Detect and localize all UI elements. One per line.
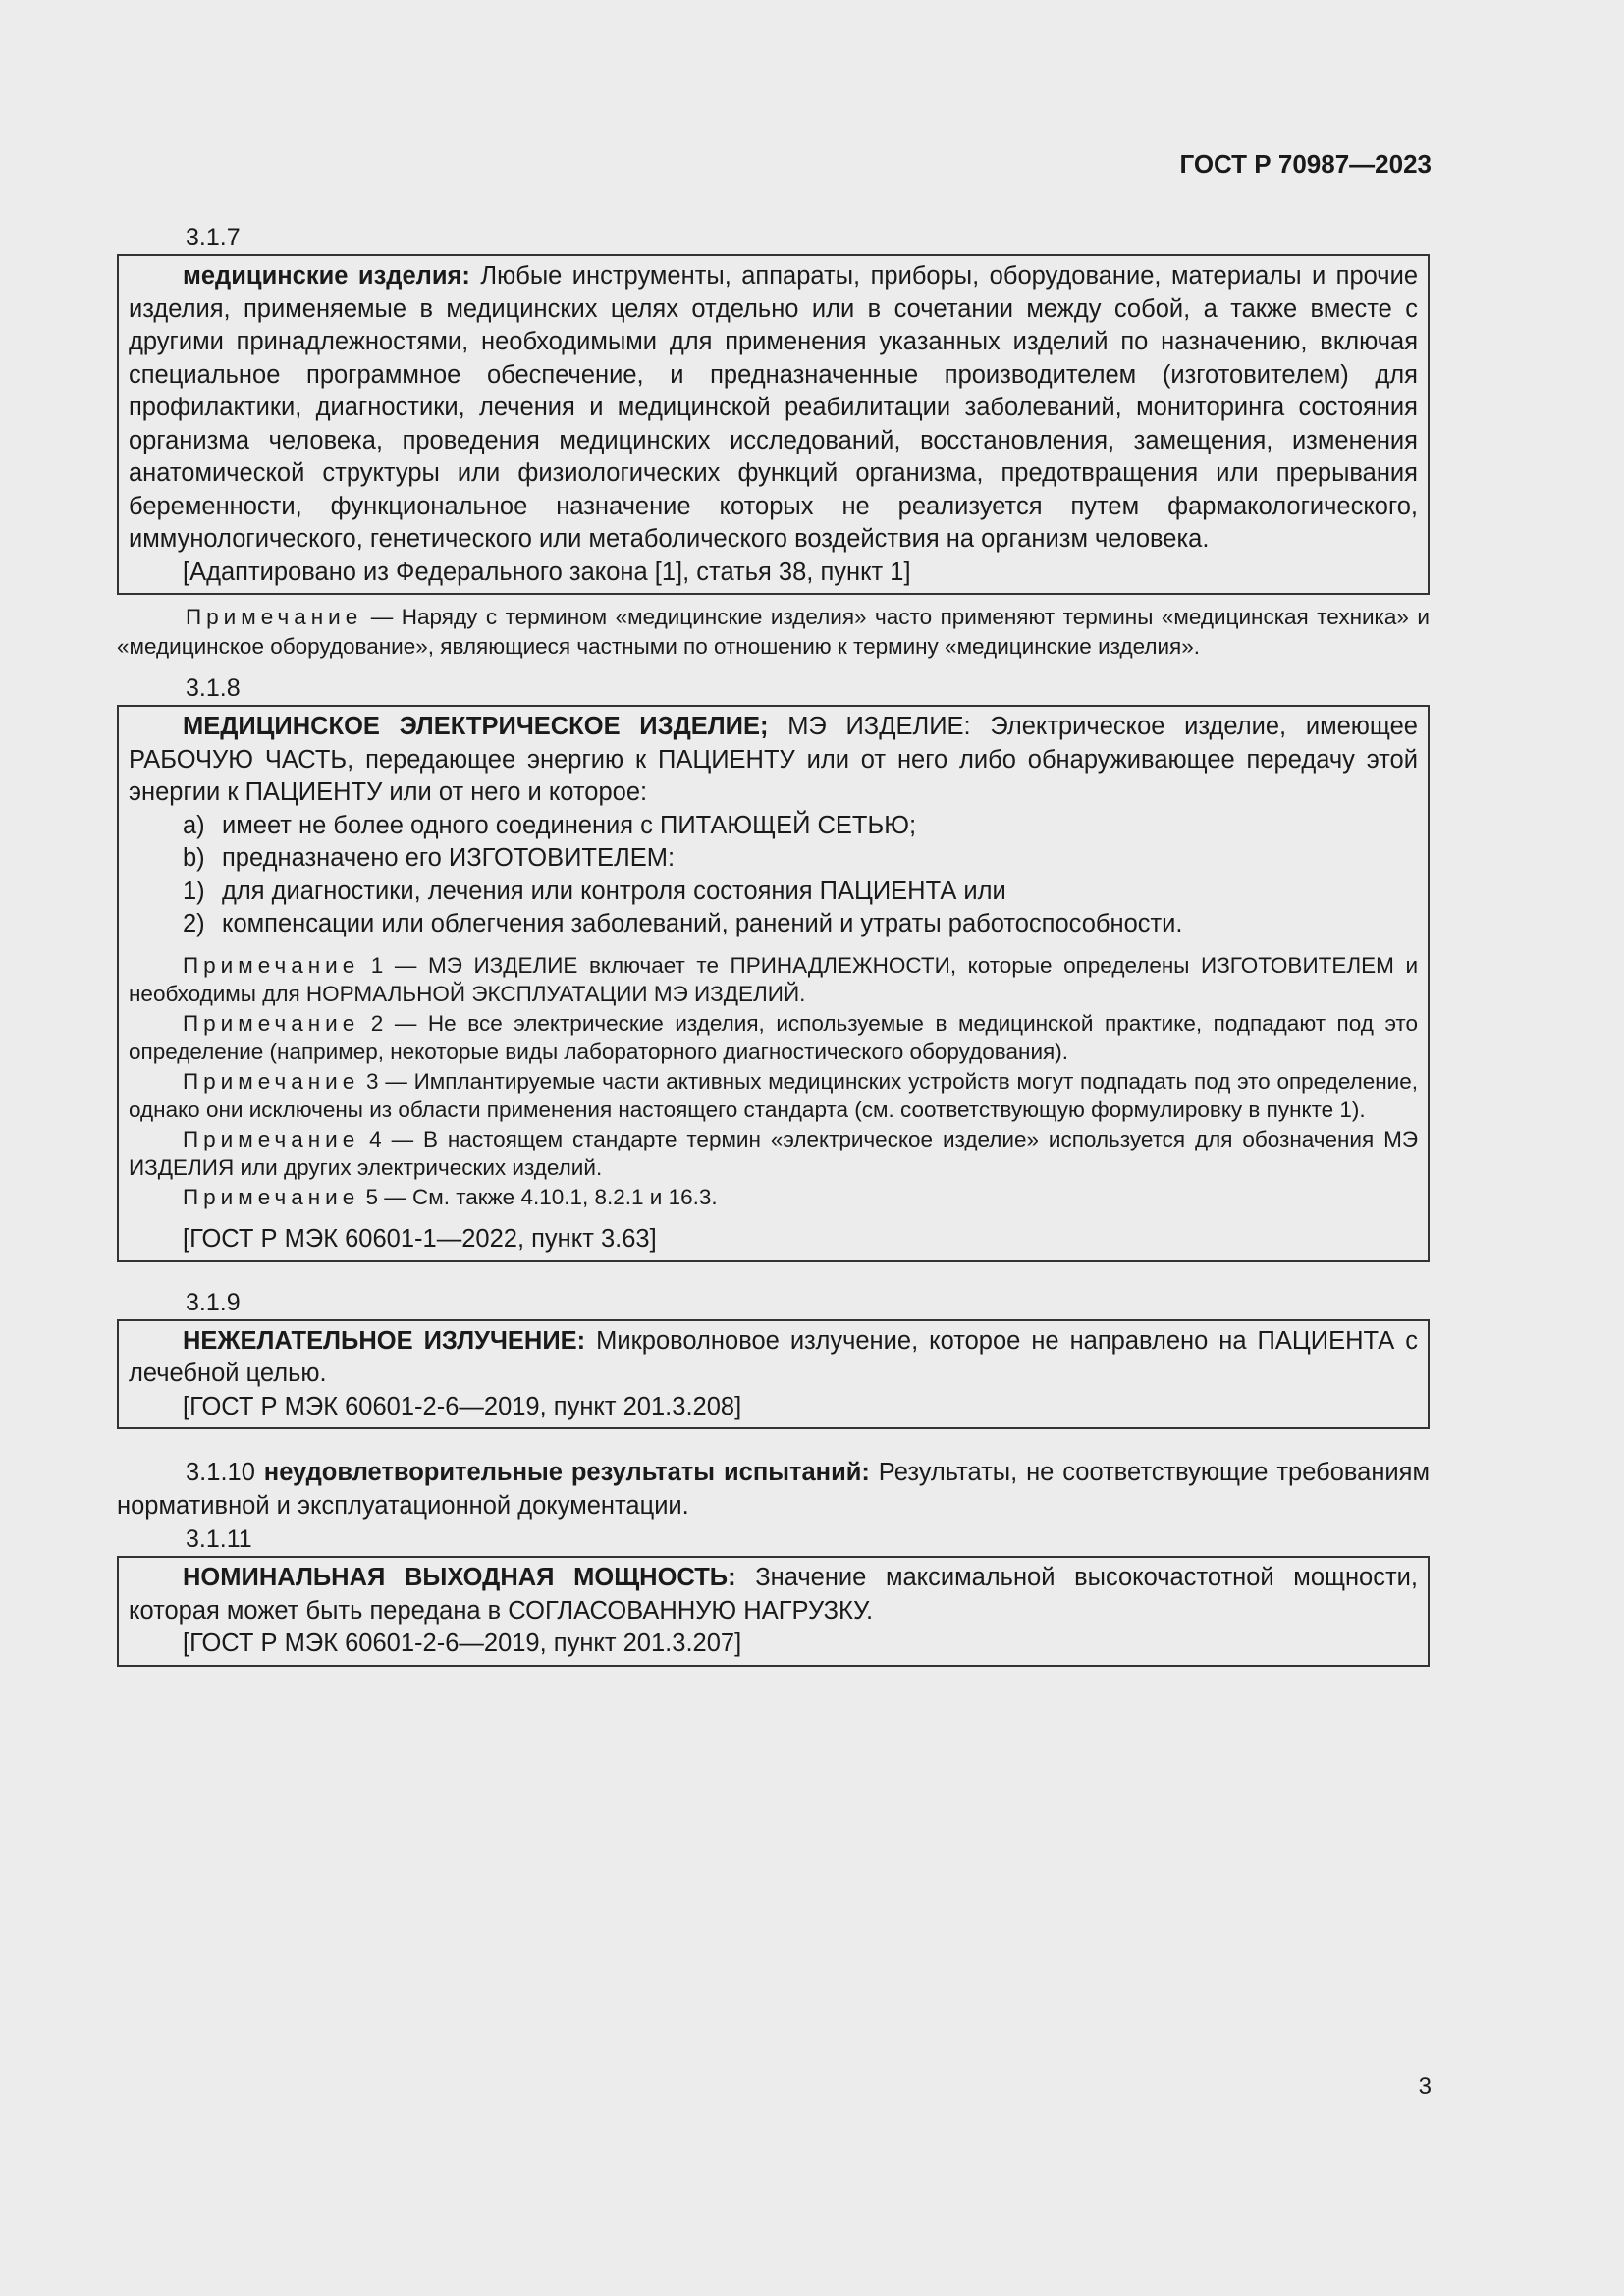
note-text: — Наряду с термином «медицинские изделия» часто применяют термины «медицинская техника» и «медицинское оборудование», являющиеся частными по отношению к термину «медицинские изделия». bbox=[117, 605, 1430, 659]
list-marker: 2) bbox=[183, 910, 205, 937]
note-5 bbox=[129, 1183, 1418, 1212]
note-number: 5 bbox=[359, 1184, 378, 1209]
note-label: Примечание bbox=[183, 1184, 360, 1209]
note-text: — Имплантируемые части активных медицинских устройств могут подпадать под это определение, однако они исключены из области применения настоящего стандарта (см. соответствующую формулировку в пункте 1). bbox=[129, 1068, 1419, 1122]
note-2 bbox=[129, 1009, 1418, 1067]
note-text: — МЭ ИЗДЕЛИЕ включает те ПРИНАДЛЕЖНОСТИ, которые определены ИЗГОТОВИТЕЛЕМ и необходимы для НОРМАЛЬНОЙ ЭКСПЛУАТАЦИИ МЭ ИЗДЕЛИЙ. bbox=[129, 952, 1419, 1006]
term-source: [ГОСТ Р МЭК 60601-2-6—2019, пункт 201.3.208] bbox=[183, 1392, 742, 1420]
term-name: НОМИНАЛЬНАЯ ВЫХОДНАЯ МОЩНОСТЬ: bbox=[183, 1564, 736, 1591]
term-source: [ГОСТ Р МЭК 60601-2-6—2019, пункт 201.3.207] bbox=[183, 1629, 742, 1657]
note-number: 3 bbox=[359, 1068, 379, 1094]
term-source: [ГОСТ Р МЭК 60601-1—2022, пункт 3.63] bbox=[183, 1225, 657, 1253]
clause-number-3-1-8: 3.1.8 bbox=[186, 674, 241, 702]
term-box-3-1-7 bbox=[117, 254, 1430, 595]
note-text: — См. также 4.10.1, 8.2.1 и 16.3. bbox=[378, 1184, 718, 1209]
term-definition bbox=[129, 260, 1418, 557]
term-box-3-1-9 bbox=[117, 1319, 1430, 1430]
document-id-header: ГОСТ Р 70987—2023 bbox=[1179, 149, 1432, 179]
note-4 bbox=[129, 1125, 1418, 1183]
term-source: [Адаптировано из Федерального закона [1], статья 38, пункт 1] bbox=[183, 558, 911, 586]
note-number: 4 bbox=[359, 1126, 382, 1151]
note-label: Примечание bbox=[183, 1010, 360, 1036]
list-marker: 1) bbox=[183, 877, 205, 905]
clause-number-3-1-9: 3.1.9 bbox=[186, 1288, 241, 1316]
note-text: — Не все электрические изделия, используемые в медицинской практике, подпадают под это определение (например, некоторые виды лабораторного диагностического оборудования). bbox=[129, 1010, 1419, 1064]
term-box-3-1-8 bbox=[117, 705, 1430, 1262]
note-label: Примечание bbox=[183, 952, 360, 978]
list-text: компенсации или облегчения заболеваний, ранений и утраты работоспособности. bbox=[222, 910, 1183, 937]
term-name: НЕЖЕЛАТЕЛЬНОЕ ИЗЛУЧЕНИЕ: bbox=[183, 1326, 586, 1355]
term-box-3-1-11 bbox=[117, 1556, 1430, 1667]
term-name: медицинские изделия: bbox=[183, 262, 470, 290]
note-label: Примечание bbox=[186, 605, 363, 629]
note-text: — В настоящем стандарте термин «электрическое изделие» используется для обозначения МЭ ИЗДЕЛИЯ или других электрических изделий. bbox=[129, 1126, 1419, 1180]
page-content bbox=[117, 221, 1430, 1667]
note-3-1-7 bbox=[117, 603, 1430, 662]
term-definition bbox=[129, 1325, 1418, 1391]
list-item bbox=[129, 842, 1418, 876]
list-item bbox=[129, 810, 1418, 843]
definition-text: Любые инструменты, аппараты, приборы, оборудование, материалы и прочие изделия, применяемые в медицинских целях отдельно или в сочетании между собой, а также вместе с другими принадлежностями, необходимыми для применения указанных изделий по назначению, включая специальное программное обеспечение, и предназначенные производителем (изготовителем) для профилактики, диагностики, лечения и медицинской реабилитации заболеваний, мониторинга состояния организма человека, проведения медицинских исследований, восстановления, замещения, изменения анатомической структуры или физиологических функций организма, предотвращения или прерывания беременности, функциональное назначение которых не реализуется путем фармакологического, иммунологического, генетического или метаболического воздействия на организм человека. bbox=[129, 262, 1418, 553]
term-definition bbox=[129, 1562, 1418, 1628]
note-number: 1 bbox=[359, 952, 384, 978]
definition-text: Значение максимальной высокочастотной мощности, которая может быть передана в СОГЛАСОВАННУЮ НАГРУЗКУ. bbox=[129, 1564, 1418, 1625]
clause-number-3-1-11: 3.1.11 bbox=[186, 1525, 252, 1553]
definition-text: Результаты, не соответствующие требованиям нормативной и эксплуатационной документации. bbox=[117, 1459, 1430, 1520]
list-marker: b) bbox=[183, 844, 205, 872]
note-3 bbox=[129, 1067, 1418, 1125]
clause-number-3-1-7: 3.1.7 bbox=[186, 224, 241, 251]
list-text: для диагностики, лечения или контроля состояния ПАЦИЕНТА или bbox=[222, 877, 1006, 905]
note-1 bbox=[129, 951, 1418, 1009]
definition-text: МЭ ИЗДЕЛИЕ: Электрическое изделие, имеющее РАБОЧУЮ ЧАСТЬ, передающее энергию к ПАЦИЕНТУ или от него либо обнаруживающее передачу этой энергии к ПАЦИЕНТУ или от него и которое: bbox=[129, 713, 1418, 806]
list-item bbox=[129, 908, 1418, 941]
list-text: имеет не более одного соединения с ПИТАЮЩЕЙ СЕТЬЮ; bbox=[222, 811, 917, 839]
page-number: 3 bbox=[1418, 2073, 1432, 2100]
term-definition bbox=[129, 711, 1418, 810]
note-number: 2 bbox=[359, 1010, 384, 1036]
term-name: МЕДИЦИНСКОЕ ЭЛЕКТРИЧЕСКОЕ ИЗДЕЛИЕ; bbox=[183, 713, 769, 740]
definition-text: Микроволновое излучение, которое не направлено на ПАЦИЕНТА с лечебной целью. bbox=[129, 1326, 1418, 1387]
clause-3-1-10 bbox=[117, 1457, 1430, 1522]
list-marker: a) bbox=[183, 811, 205, 839]
term-name: неудовлетворительные результаты испытаний: bbox=[263, 1459, 870, 1486]
list-item bbox=[129, 876, 1418, 909]
note-label: Примечание bbox=[183, 1126, 360, 1151]
note-label: Примечание bbox=[183, 1068, 360, 1094]
clause-number-3-1-10: 3.1.10 bbox=[186, 1459, 255, 1486]
list-text: предназначено его ИЗГОТОВИТЕЛЕМ: bbox=[222, 844, 676, 872]
